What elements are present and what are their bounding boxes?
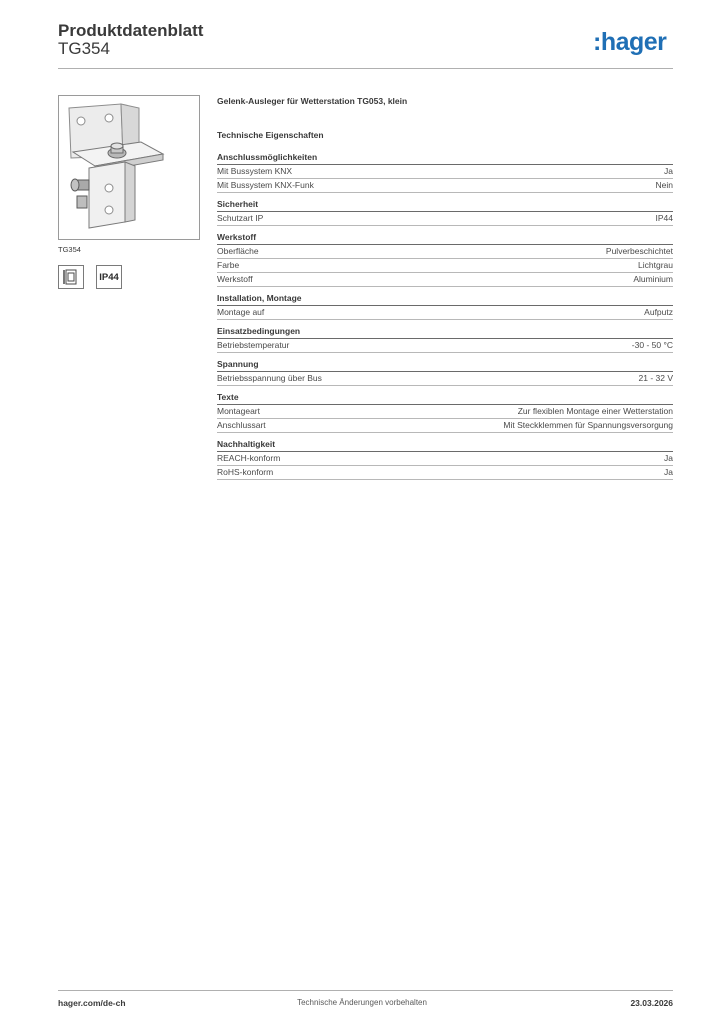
property-row (217, 306, 673, 320)
property-value: Zur flexiblen Montage einer Wetterstation (517, 406, 673, 416)
property-section (217, 231, 673, 287)
property-value: Nein (655, 180, 673, 190)
property-value: Ja (664, 453, 673, 463)
property-value: 21 - 32 V (638, 373, 673, 383)
section-title: Werkstoff (217, 231, 673, 245)
property-value: Ja (664, 467, 673, 477)
property-value: Aluminium (633, 274, 673, 284)
property-label: REACH-konform (217, 453, 281, 463)
section-title: Installation, Montage (217, 292, 673, 306)
property-value: Ja (664, 166, 673, 176)
photo-caption: TG354 (58, 245, 81, 254)
footer-website[interactable]: hager.com/de-ch (58, 998, 126, 1008)
property-section (217, 391, 673, 433)
section-title: Nachhaltigkeit (217, 438, 673, 452)
property-row (217, 165, 673, 179)
section-title: Einsatzbedingungen (217, 325, 673, 339)
section-title: Texte (217, 391, 673, 405)
property-label: RoHS-konform (217, 467, 274, 477)
bracket-image (59, 96, 199, 239)
property-value: -30 - 50 °C (631, 340, 673, 350)
product-photo (58, 95, 200, 240)
property-row (217, 372, 673, 386)
brand-name: hager (600, 28, 667, 56)
property-label: Montage auf (217, 307, 265, 317)
property-row (217, 466, 673, 480)
ip-rating-badge: IP44 (96, 265, 122, 289)
property-label: Oberfläche (217, 246, 259, 256)
hager-logo: :hager (593, 28, 667, 56)
property-label: Schutzart IP (217, 213, 264, 223)
property-label: Montageart (217, 406, 260, 416)
property-section (217, 438, 673, 480)
datasheet-content (217, 95, 673, 485)
property-label: Anschlussart (217, 420, 266, 430)
footer-notice: Technische Änderungen vorbehalten (297, 998, 427, 1007)
section-title: Anschlussmöglichkeiten (217, 151, 673, 165)
property-value: Mit Steckklemmen für Spannungsversorgung (503, 420, 673, 430)
property-row (217, 405, 673, 419)
property-sections (217, 151, 673, 480)
property-section (217, 325, 673, 353)
product-code: TG354 (58, 39, 110, 58)
property-section (217, 358, 673, 386)
property-section (217, 292, 673, 320)
property-label: Betriebsspannung über Bus (217, 373, 322, 383)
property-label: Mit Bussystem KNX-Funk (217, 180, 314, 190)
property-section (217, 151, 673, 193)
page-title: Produktdatenblatt (58, 21, 204, 40)
footer-date: 23.03.2026 (630, 998, 673, 1008)
property-label: Betriebstemperatur (217, 340, 290, 350)
property-label: Werkstoff (217, 274, 253, 284)
surface-mount-icon (58, 265, 84, 289)
property-value: IP44 (655, 213, 673, 223)
property-row (217, 419, 673, 433)
property-row (217, 212, 673, 226)
property-row (217, 245, 673, 259)
section-title: Sicherheit (217, 198, 673, 212)
property-label: Mit Bussystem KNX (217, 166, 293, 176)
property-section (217, 198, 673, 226)
property-row (217, 339, 673, 353)
property-row (217, 259, 673, 273)
property-row (217, 452, 673, 466)
footer-divider (58, 990, 673, 991)
property-row (217, 179, 673, 193)
property-value: Aufputz (644, 307, 673, 317)
header-divider (58, 68, 673, 69)
property-value: Lichtgrau (638, 260, 673, 270)
property-row (217, 273, 673, 287)
section-title: Spannung (217, 358, 673, 372)
technical-properties-heading: Technische Eigenschaften (217, 130, 324, 140)
property-value: Pulverbeschichtet (605, 246, 673, 256)
product-description: Gelenk-Ausleger für Wetterstation TG053, klein (217, 96, 408, 106)
property-label: Farbe (217, 260, 240, 270)
